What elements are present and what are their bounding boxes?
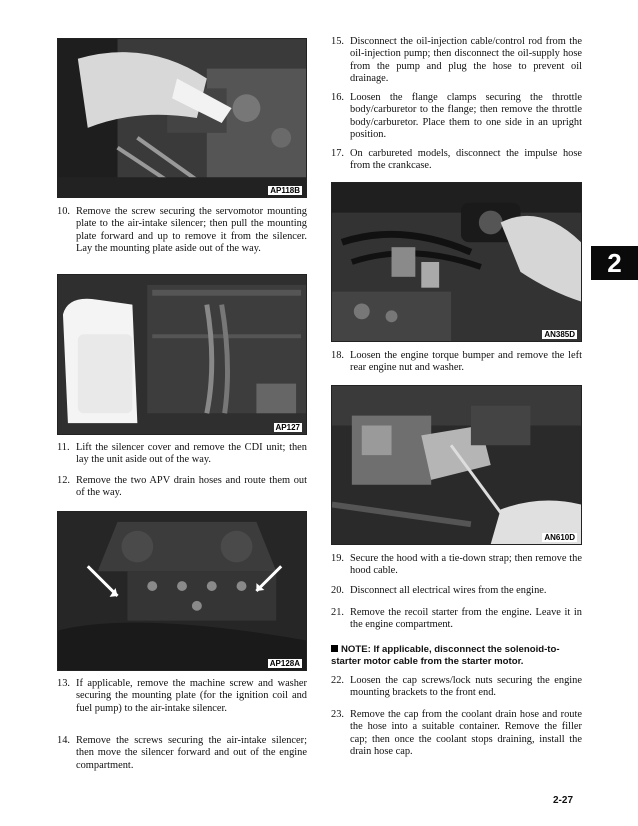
- step-text: On carbureted models, disconnect the impulse hose from the crankcase.: [350, 148, 582, 172]
- step-text: Loosen the engine torque bumper and remove the left rear engine nut and washer.: [350, 350, 582, 374]
- step-19: [331, 553, 582, 578]
- step-18: [331, 350, 582, 375]
- step-number: 19.: [331, 553, 344, 564]
- photo-label: AP127: [275, 423, 300, 432]
- step-11: [57, 442, 307, 467]
- step-number: 18.: [331, 350, 344, 361]
- note-bullet-icon: [331, 645, 338, 652]
- step-text: Loosen the flange clamps securing the throttle body/carburetor to the flange; then remove the throttle body/carburetor. Place them to one side in an upright position.: [350, 92, 582, 140]
- photo-ap128a: [57, 511, 307, 671]
- photo-ap127: [57, 274, 307, 435]
- step-number: 14.: [57, 735, 70, 746]
- engine-photo-image: [332, 183, 581, 341]
- step-15: [331, 36, 582, 85]
- step-13: [57, 678, 307, 715]
- step-text: Remove the two APV drain hoses and route them out of the way.: [76, 475, 307, 499]
- step-14: [57, 735, 307, 772]
- photo-ap118b: [57, 38, 307, 198]
- chapter-tab: 2: [591, 246, 638, 280]
- engine-photo-image: [58, 275, 306, 434]
- photo-label: AP128A: [269, 659, 300, 668]
- step-17: [331, 148, 582, 173]
- step-number: 21.: [331, 607, 344, 618]
- note-solenoid: [331, 644, 582, 667]
- step-number: 23.: [331, 709, 344, 720]
- step-number: 20.: [331, 585, 344, 596]
- engine-photo-image: [58, 39, 306, 197]
- step-16: [331, 92, 582, 141]
- step-12: [57, 475, 307, 500]
- step-21: [331, 607, 582, 632]
- step-text: Remove the recoil starter from the engine. Leave it in the engine compartment.: [350, 607, 582, 631]
- step-number: 22.: [331, 675, 344, 686]
- step-text: Lift the silencer cover and remove the CDI unit; then lay the unit aside out of the way.: [76, 442, 307, 466]
- step-number: 10.: [57, 206, 70, 217]
- step-10: [57, 206, 307, 255]
- step-text: Remove the cap from the coolant drain hose and route the hose into a suitable container. Remove the filler cap; then once the coolant stops draining, install the drain hose cap.: [350, 709, 582, 757]
- step-number: 17.: [331, 148, 344, 159]
- step-text: If applicable, remove the machine screw and washer securing the mounting plate (for the ignition coil and fuel pump) to the air-intake silencer.: [76, 678, 307, 714]
- photo-label: AN610D: [544, 533, 575, 542]
- step-text: Remove the screws securing the air-intake silencer; then move the silencer forward and out of the engine compartment.: [76, 735, 307, 771]
- step-number: 16.: [331, 92, 344, 103]
- page-number: 2-27: [553, 795, 574, 806]
- step-number: 11.: [57, 442, 70, 453]
- photo-label: AP118B: [270, 186, 300, 195]
- photo-label: AN385D: [544, 330, 575, 339]
- step-text: Remove the screw securing the servomotor mounting plate to the air-intake silencer; then pull the mounting plate forward and up to remove it from the silencer. Lay the mounting plate aside out of the way.: [76, 206, 307, 254]
- photo-an385d: [331, 182, 582, 342]
- step-text: Loosen the cap screws/lock nuts securing the engine mounting brackets to the front end.: [350, 675, 582, 699]
- step-20: [331, 585, 582, 597]
- engine-photo-image: [58, 512, 306, 670]
- note-text: NOTE: If applicable, disconnect the solenoid-to-starter motor cable from the starter motor.: [331, 644, 560, 667]
- photo-an610d: [331, 385, 582, 545]
- step-text: Disconnect all electrical wires from the engine.: [350, 585, 547, 596]
- step-text: Secure the hood with a tie-down strap; then remove the hood cable.: [350, 553, 582, 577]
- step-23: [331, 709, 582, 758]
- engine-photo-image: [332, 386, 581, 544]
- step-number: 15.: [331, 36, 344, 47]
- step-22: [331, 675, 582, 700]
- step-number: 13.: [57, 678, 70, 689]
- step-text: Disconnect the oil-injection cable/control rod from the oil-injection pump; then disconnect the oil-supply hose from the pump and plug the hose to prevent oil drainage.: [350, 36, 582, 84]
- step-number: 12.: [57, 475, 70, 486]
